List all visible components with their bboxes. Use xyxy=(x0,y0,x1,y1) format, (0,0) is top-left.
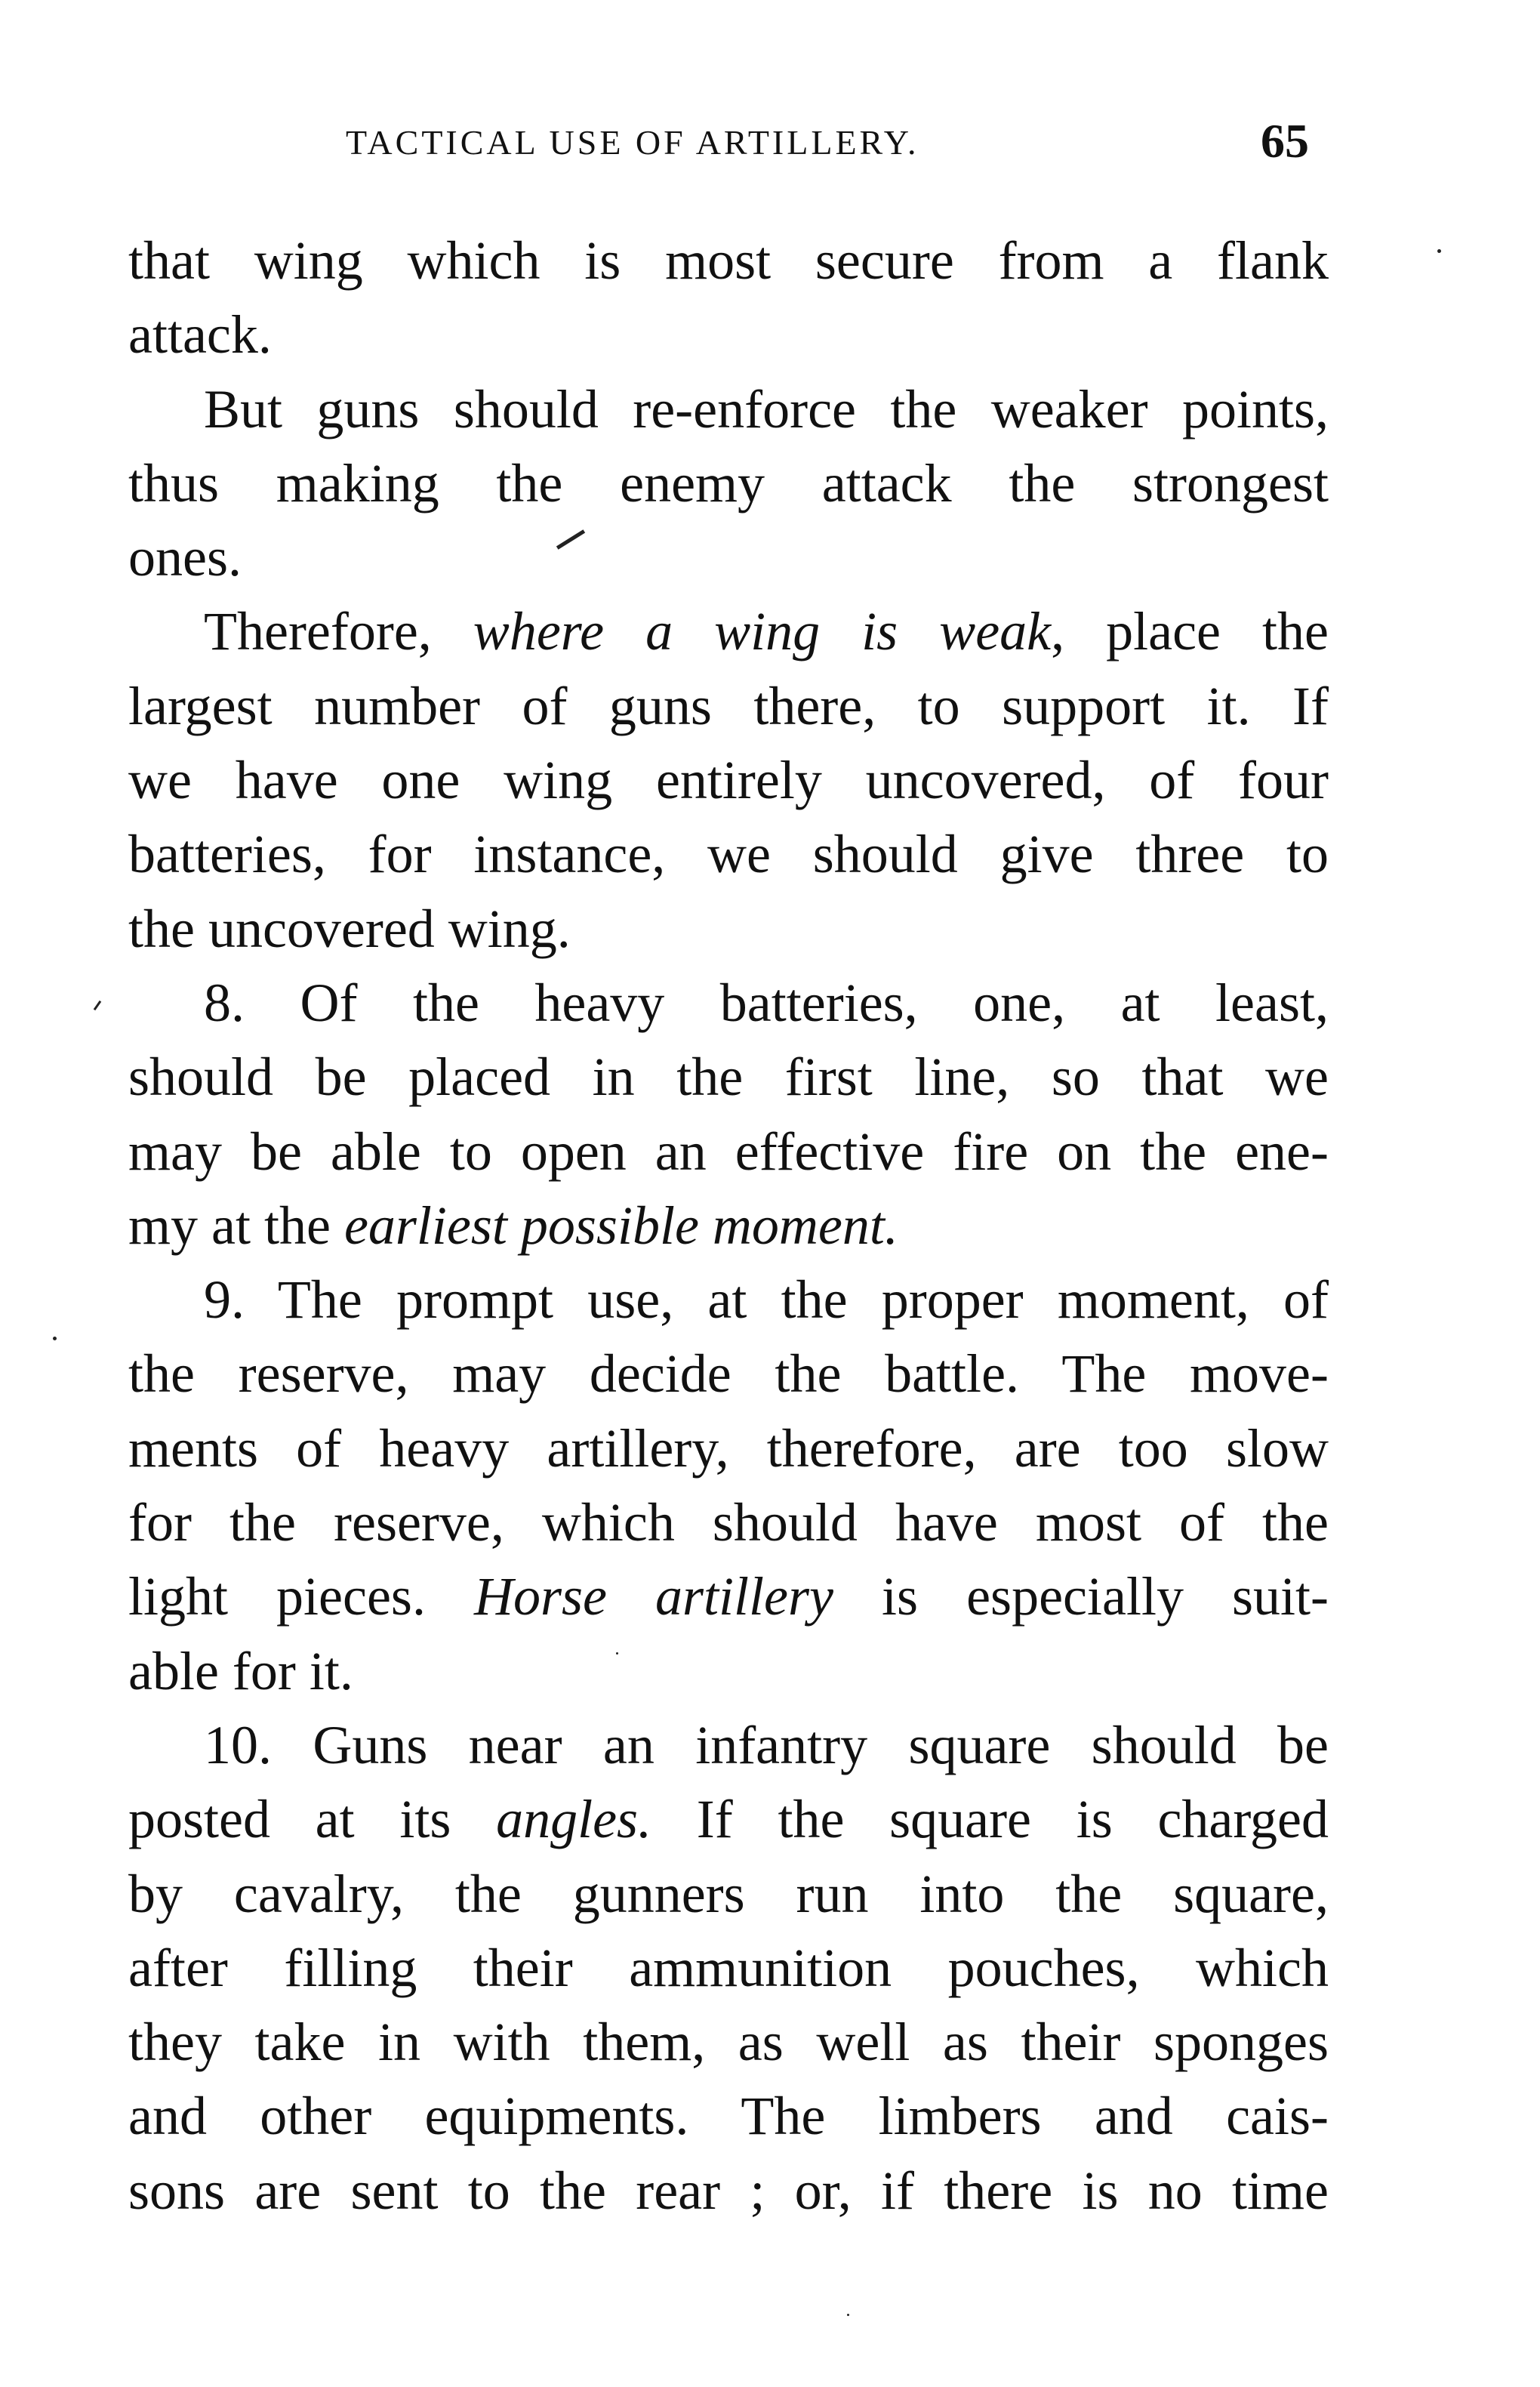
text-line: ments of heavy artillery, therefore, are too slow xyxy=(128,1417,1329,1479)
speck-mark xyxy=(53,1337,57,1340)
text-line: 8. Of the heavy batteries, one, at least, xyxy=(204,972,1329,1033)
text-line: the reserve, may decide the battle. The move- xyxy=(128,1343,1329,1405)
text-line: batteries, for instance, we should give three to xyxy=(128,824,1329,885)
text-line: But guns should re-enforce the weaker points, xyxy=(204,378,1329,439)
text-line: sons are sent to the rear ; or, if there is no time xyxy=(128,2160,1329,2221)
text-line: by cavalry, the gunners run into the square, xyxy=(128,1863,1329,1924)
text-line: 9. The prompt use, at the proper moment, of xyxy=(204,1269,1329,1331)
text-line: after filling their ammunition pouches, which xyxy=(128,1937,1329,1998)
text-line xyxy=(128,1782,1329,1856)
text-line: able for it. xyxy=(128,1640,353,1701)
text-span: is especially suit- xyxy=(833,1566,1329,1627)
running-head: TACTICAL USE OF ARTILLERY. xyxy=(346,123,919,162)
text-line: that wing which is most secure from a flank xyxy=(128,230,1329,291)
page-number: 65 xyxy=(1261,114,1309,168)
speck-mark xyxy=(1437,249,1441,253)
text-line: largest number of guns there, to support it. If xyxy=(128,675,1329,736)
speck-mark xyxy=(616,1652,618,1655)
italic-emphasis: earliest possible moment. xyxy=(343,1195,898,1256)
text-line: thus making the enemy attack the strongest xyxy=(128,452,1329,513)
text-span: my at the xyxy=(128,1195,344,1256)
pencil-mark xyxy=(94,1001,101,1010)
italic-emphasis: angles. xyxy=(496,1789,652,1850)
page-header xyxy=(0,113,1540,174)
text-line: and other equipments. The limbers and cais- xyxy=(128,2086,1329,2147)
text-line: the uncovered wing. xyxy=(128,898,571,959)
text-line: should be placed in the first line, so that we xyxy=(128,1047,1329,1108)
italic-emphasis: where a wing is weak xyxy=(473,601,1052,662)
text-span: posted at its xyxy=(128,1789,497,1850)
text-line: 10. Guns near an infantry square should be xyxy=(204,1714,1329,1775)
text-line xyxy=(128,594,1329,668)
text-span: , place the xyxy=(1051,601,1329,662)
italic-emphasis: Horse artillery xyxy=(473,1566,833,1627)
speck-mark xyxy=(847,2314,849,2316)
text-line: may be able to open an effective fire on the ene- xyxy=(128,1121,1329,1182)
text-span: Therefore, xyxy=(204,601,473,662)
text-line xyxy=(128,1559,1329,1633)
text-span: light pieces. xyxy=(128,1566,474,1627)
text-line xyxy=(128,1189,1329,1263)
text-line: we have one wing entirely uncovered, of four xyxy=(128,750,1329,811)
text-span: If the square is charged xyxy=(651,1789,1329,1850)
text-line: for the reserve, which should have most of the xyxy=(128,1492,1329,1553)
text-line: ones. xyxy=(128,527,242,588)
body-text xyxy=(128,224,1329,2228)
text-line: attack. xyxy=(128,304,272,365)
text-line: they take in with them, as well as their sponges xyxy=(128,2012,1329,2073)
